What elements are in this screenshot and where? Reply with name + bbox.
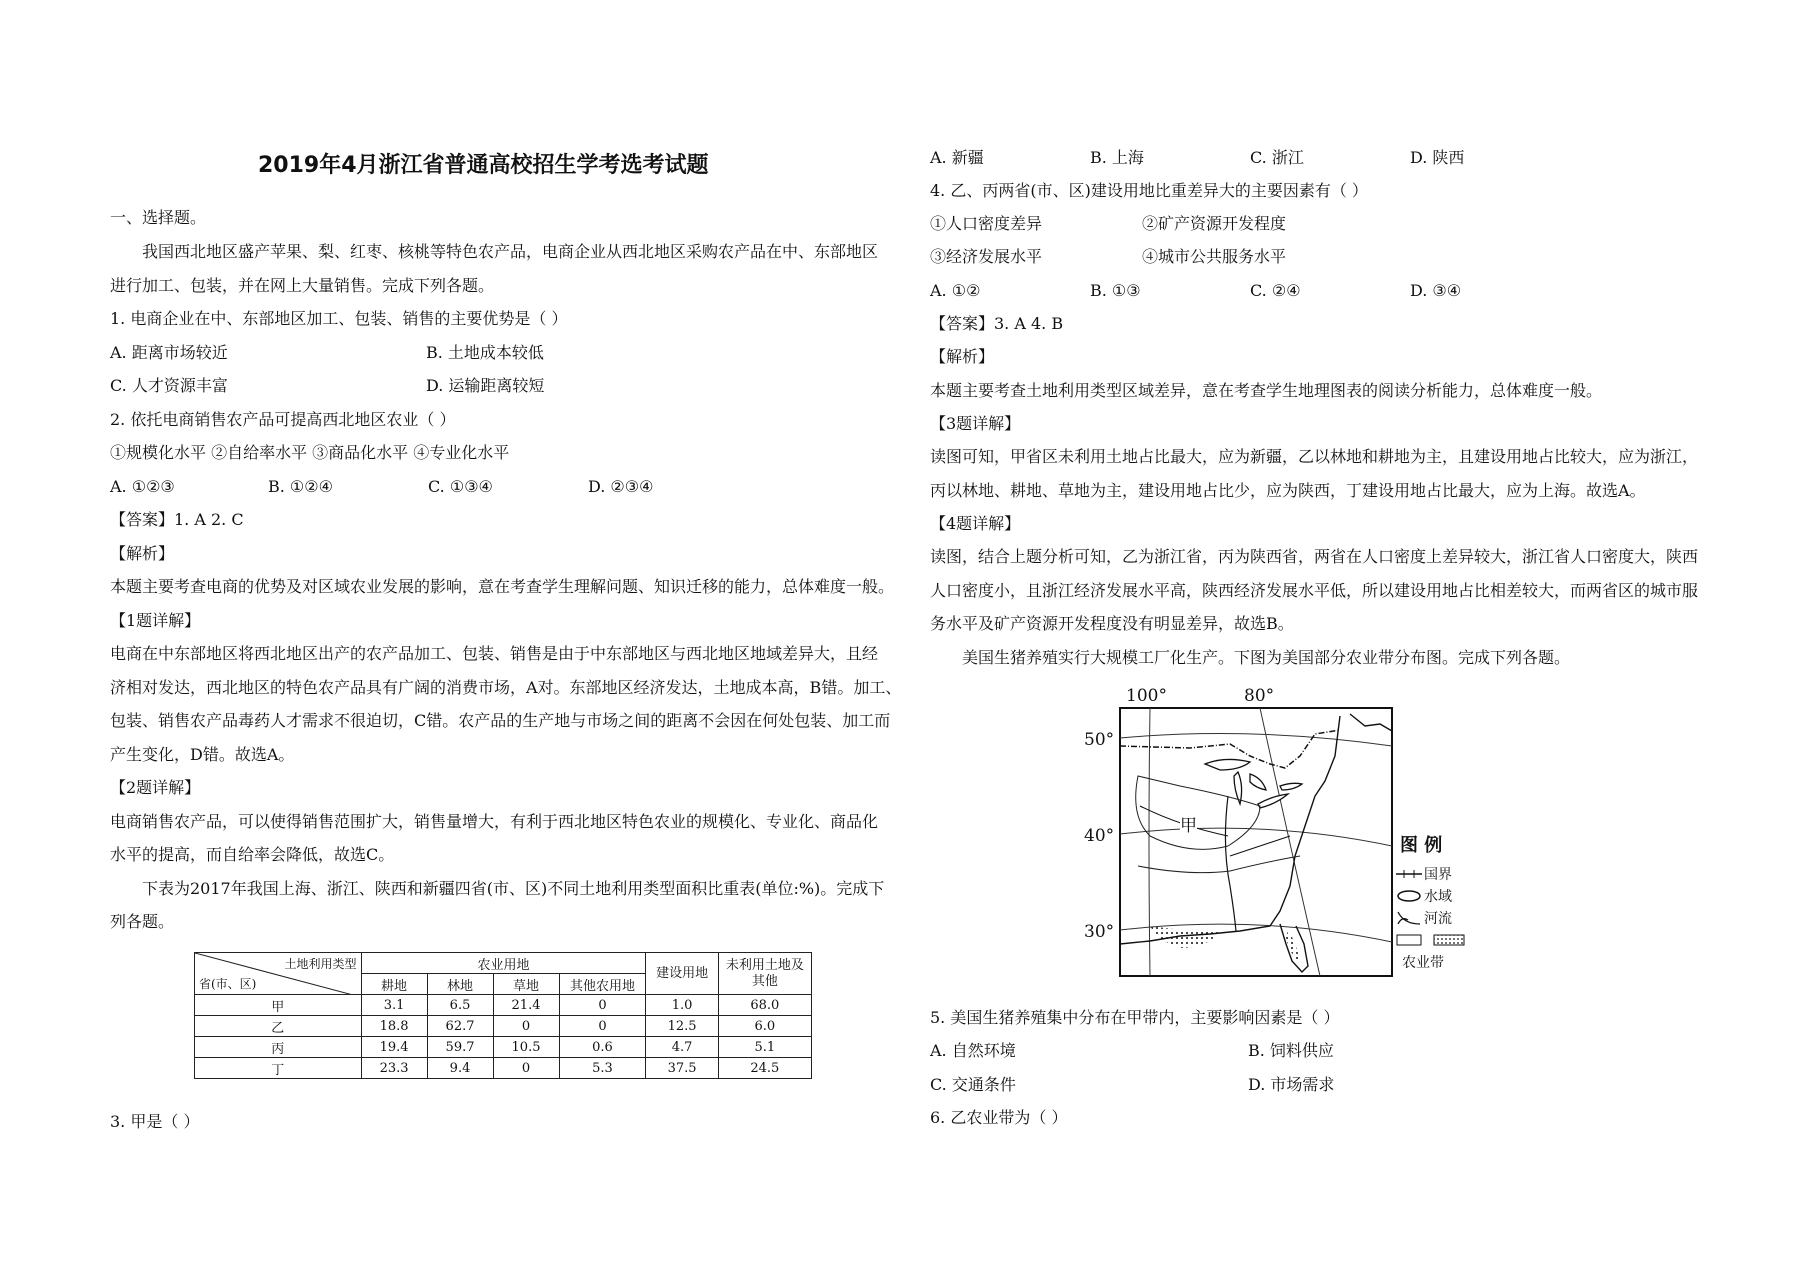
table-cell: 3.1 bbox=[361, 995, 427, 1016]
agri-land-header: 农业用地 bbox=[361, 953, 646, 974]
detail-3-line-1: 读图可知，甲省区未利用土地占比最大，应为新疆，乙以林地和耕地为主，且建设用地占比较大，应为浙江， bbox=[930, 447, 1699, 466]
detail-1-line-4: 产生变化，D错。故选A。 bbox=[110, 745, 295, 764]
table-cell: 0 bbox=[559, 1016, 646, 1037]
legend-label: 河流 bbox=[1424, 911, 1452, 927]
sub-header-forest: 林地 bbox=[427, 974, 493, 995]
corner-top-label: 土地利用类型 bbox=[284, 957, 357, 971]
q4-option-a: A. ①② bbox=[930, 281, 981, 300]
q5-option-a: A. 自然环境 bbox=[930, 1041, 1016, 1060]
table-cell: 37.5 bbox=[646, 1058, 718, 1079]
table-cell: 18.8 bbox=[361, 1016, 427, 1037]
legend-item-belt bbox=[1396, 930, 1470, 952]
q1-option-a: A. 距离市场较近 bbox=[110, 343, 228, 362]
table-cell: 0 bbox=[559, 995, 646, 1016]
q1-option-d: D. 运输距离较短 bbox=[426, 376, 545, 395]
legend-label: 国界 bbox=[1424, 867, 1452, 883]
detail-2-line-1: 电商销售农产品，可以使得销售范围扩大，销售量增大，有利于西北地区特色农业的规模化、专业化、商品化 bbox=[110, 812, 879, 831]
table-cell: 6.0 bbox=[718, 1016, 811, 1037]
sub-header-grass: 草地 bbox=[493, 974, 559, 995]
table-row bbox=[195, 1058, 812, 1079]
intro-paragraph-3: 美国生猪养殖实行大规模工厂化生产。下图为美国部分农业带分布图。完成下列各题。 bbox=[962, 648, 1571, 667]
lat-50-label: 50° bbox=[1084, 730, 1115, 750]
detail-3-heading: 【3题详解】 bbox=[930, 414, 1021, 433]
q4-option-b: B. ①③ bbox=[1090, 281, 1141, 300]
table-cell: 0 bbox=[493, 1058, 559, 1079]
q2-option-c: C. ①③④ bbox=[428, 477, 493, 496]
row-label: 丁 bbox=[195, 1058, 362, 1079]
table-row bbox=[195, 1037, 812, 1058]
answer-3-4: 【答案】3. A 4. B bbox=[930, 314, 1064, 333]
lon-80-label: 80° bbox=[1244, 686, 1275, 706]
table-cell: 59.7 bbox=[427, 1037, 493, 1058]
section-heading: 一、选择题。 bbox=[110, 208, 207, 227]
legend-item-border bbox=[1396, 864, 1470, 886]
detail-1-line-2: 济相对发达，西北地区的特色农产品具有广阔的消费市场，A对。东部地区经济发达，土地成本高，B错。加工、 bbox=[110, 678, 902, 697]
q5-option-b: B. 饲料供应 bbox=[1248, 1041, 1334, 1060]
q1-option-b: B. 土地成本较低 bbox=[426, 343, 544, 362]
table-cell: 6.5 bbox=[427, 995, 493, 1016]
lon-100-label: 100° bbox=[1126, 686, 1167, 706]
detail-4-line-1: 读图，结合上题分析可知，乙为浙江省，丙为陕西省，两省在人口密度上差异较大，浙江省人口密度大，陕西 bbox=[930, 547, 1699, 566]
q3-option-a: A. 新疆 bbox=[930, 148, 984, 167]
lat-30-label: 30° bbox=[1084, 922, 1115, 942]
table-cell: 4.7 bbox=[646, 1037, 718, 1058]
q5-option-d: D. 市场需求 bbox=[1248, 1075, 1335, 1094]
q3-option-c: C. 浙江 bbox=[1250, 148, 1304, 167]
question-1: 1. 电商企业在中、东部地区加工、包装、销售的主要优势是（ ） bbox=[110, 309, 568, 328]
table-cell: 9.4 bbox=[427, 1058, 493, 1079]
q4-item-3: ③经济发展水平 bbox=[930, 247, 1043, 266]
legend-label: 农业带 bbox=[1402, 955, 1444, 971]
q3-option-b: B. 上海 bbox=[1090, 148, 1144, 167]
intro-paragraph-1: 我国西北地区盛产苹果、梨、红枣、核桃等特色农产品，电商企业从西北地区采购农产品在中、东部地区 bbox=[142, 242, 879, 261]
analysis-heading: 【解析】 bbox=[110, 544, 175, 563]
row-label: 乙 bbox=[195, 1016, 362, 1037]
row-label: 甲 bbox=[195, 995, 362, 1016]
agri-belt-icon bbox=[1396, 933, 1466, 947]
q2-option-a: A. ①②③ bbox=[110, 477, 175, 496]
detail-1-line-1: 电商在中东部地区将西北地区出产的农产品加工、包装、销售是由于中东部地区与西北地区地域差异大，且经 bbox=[110, 644, 879, 663]
q1-option-c: C. 人才资源丰富 bbox=[110, 376, 228, 395]
legend-label: 水域 bbox=[1424, 889, 1452, 905]
table-cell: 62.7 bbox=[427, 1016, 493, 1037]
table-cell: 19.4 bbox=[361, 1037, 427, 1058]
q4-item-1: ①人口密度差异 bbox=[930, 214, 1043, 233]
question-3: 3. 甲是（ ） bbox=[110, 1112, 200, 1131]
sub-header-other-agri: 其他农用地 bbox=[559, 974, 646, 995]
table-cell: 10.5 bbox=[493, 1037, 559, 1058]
table-cell: 12.5 bbox=[646, 1016, 718, 1037]
detail-2-heading: 【2题详解】 bbox=[110, 778, 201, 797]
table-cell: 5.1 bbox=[718, 1037, 811, 1058]
land-use-table bbox=[194, 952, 812, 1079]
q5-option-c: C. 交通条件 bbox=[930, 1075, 1016, 1094]
border-line-icon bbox=[1396, 868, 1422, 880]
table-row bbox=[195, 995, 812, 1016]
q4-item-2: ②矿产资源开发程度 bbox=[1142, 214, 1287, 233]
q3-option-d: D. 陕西 bbox=[1410, 148, 1465, 167]
intro-paragraph-2: 下表为2017年我国上海、浙江、陕西和新疆四省(市、区)不同土地利用类型面积比重表(单位:%)。完成下 bbox=[142, 879, 885, 898]
corner-bottom-label: 省(市、区) bbox=[199, 977, 257, 991]
legend-item-water bbox=[1396, 886, 1470, 908]
legend-item-river bbox=[1396, 908, 1470, 930]
detail-3-line-2: 丙以林地、耕地、草地为主，建设用地占比少，应为陕西，丁建设用地占比最大，应为上海。故选A。 bbox=[930, 481, 1646, 500]
question-4: 4. 乙、丙两省(市、区)建设用地比重差异大的主要因素有（ ） bbox=[930, 181, 1368, 200]
table-cell: 21.4 bbox=[493, 995, 559, 1016]
table-cell: 68.0 bbox=[718, 995, 811, 1016]
table-cell: 1.0 bbox=[646, 995, 718, 1016]
build-land-header: 建设用地 bbox=[646, 953, 718, 995]
q2-items: ①规模化水平 ②自给率水平 ③商品化水平 ④专业化水平 bbox=[110, 443, 510, 462]
page-title: 2019年4月浙江省普通高校招生学考选考试题 bbox=[258, 153, 709, 178]
analysis-text-2: 本题主要考查土地利用类型区域差异，意在考查学生地理图表的阅读分析能力，总体难度一般。 bbox=[930, 381, 1603, 400]
q4-item-4: ④城市公共服务水平 bbox=[1142, 247, 1287, 266]
river-icon bbox=[1396, 910, 1422, 926]
water-body-icon bbox=[1396, 889, 1422, 903]
table-cell: 24.5 bbox=[718, 1058, 811, 1079]
analysis-heading-2: 【解析】 bbox=[930, 347, 995, 366]
question-5: 5. 美国生猪养殖集中分布在甲带内，主要影响因素是（ ） bbox=[930, 1008, 1340, 1027]
table-cell: 23.3 bbox=[361, 1058, 427, 1079]
table-cell: 0 bbox=[493, 1016, 559, 1037]
detail-4-line-3: 务水平及矿产资源开发程度没有明显差异，故选B。 bbox=[930, 614, 1294, 633]
table-cell: 0.6 bbox=[559, 1037, 646, 1058]
q4-option-d: D. ③④ bbox=[1410, 281, 1462, 300]
question-2: 2. 依托电商销售农产品可提高西北地区农业（ ） bbox=[110, 410, 456, 429]
detail-1-line-3: 包装、销售农产品毒药人才需求不很迫切，C错。农产品的生产地与市场之间的距离不会因在何处包装、加工而 bbox=[110, 711, 891, 730]
question-6: 6. 乙农业带为（ ） bbox=[930, 1108, 1068, 1127]
sub-header-farmland: 耕地 bbox=[361, 974, 427, 995]
belt-jia-label: 甲 bbox=[1180, 816, 1197, 836]
row-label: 丙 bbox=[195, 1037, 362, 1058]
q2-option-b: B. ①②④ bbox=[268, 477, 333, 496]
unused-land-header: 未利用土地及其他 bbox=[718, 953, 811, 995]
legend-item-belt-label bbox=[1396, 952, 1470, 974]
answer-1-2: 【答案】1. A 2. C bbox=[110, 510, 244, 529]
us-agri-belt-map bbox=[1084, 686, 1470, 986]
table-cell: 5.3 bbox=[559, 1058, 646, 1079]
detail-2-line-2: 水平的提高，而自给率会降低，故选C。 bbox=[110, 845, 395, 864]
analysis-text: 本题主要考查电商的优势及对区域农业发展的影响，意在考查学生理解问题、知识迁移的能力，总体难度一般。 bbox=[110, 577, 895, 596]
q2-option-d: D. ②③④ bbox=[588, 477, 654, 496]
table-row bbox=[195, 1016, 812, 1037]
legend bbox=[1396, 864, 1470, 974]
q4-option-c: C. ②④ bbox=[1250, 281, 1301, 300]
detail-1-heading: 【1题详解】 bbox=[110, 611, 201, 630]
table-corner-cell bbox=[195, 953, 362, 995]
lat-40-label: 40° bbox=[1084, 826, 1115, 846]
detail-4-heading: 【4题详解】 bbox=[930, 514, 1021, 533]
legend-title: 图 例 bbox=[1400, 835, 1443, 856]
intro-paragraph-1-cont: 进行加工、包装，并在网上大量销售。完成下列各题。 bbox=[110, 276, 495, 295]
intro-paragraph-2-cont: 列各题。 bbox=[110, 912, 175, 931]
detail-4-line-2: 人口密度小，且浙江经济发展水平高，陕西经济发展水平低，所以建设用地占比相差较大，而两省区的城市服 bbox=[930, 581, 1699, 600]
